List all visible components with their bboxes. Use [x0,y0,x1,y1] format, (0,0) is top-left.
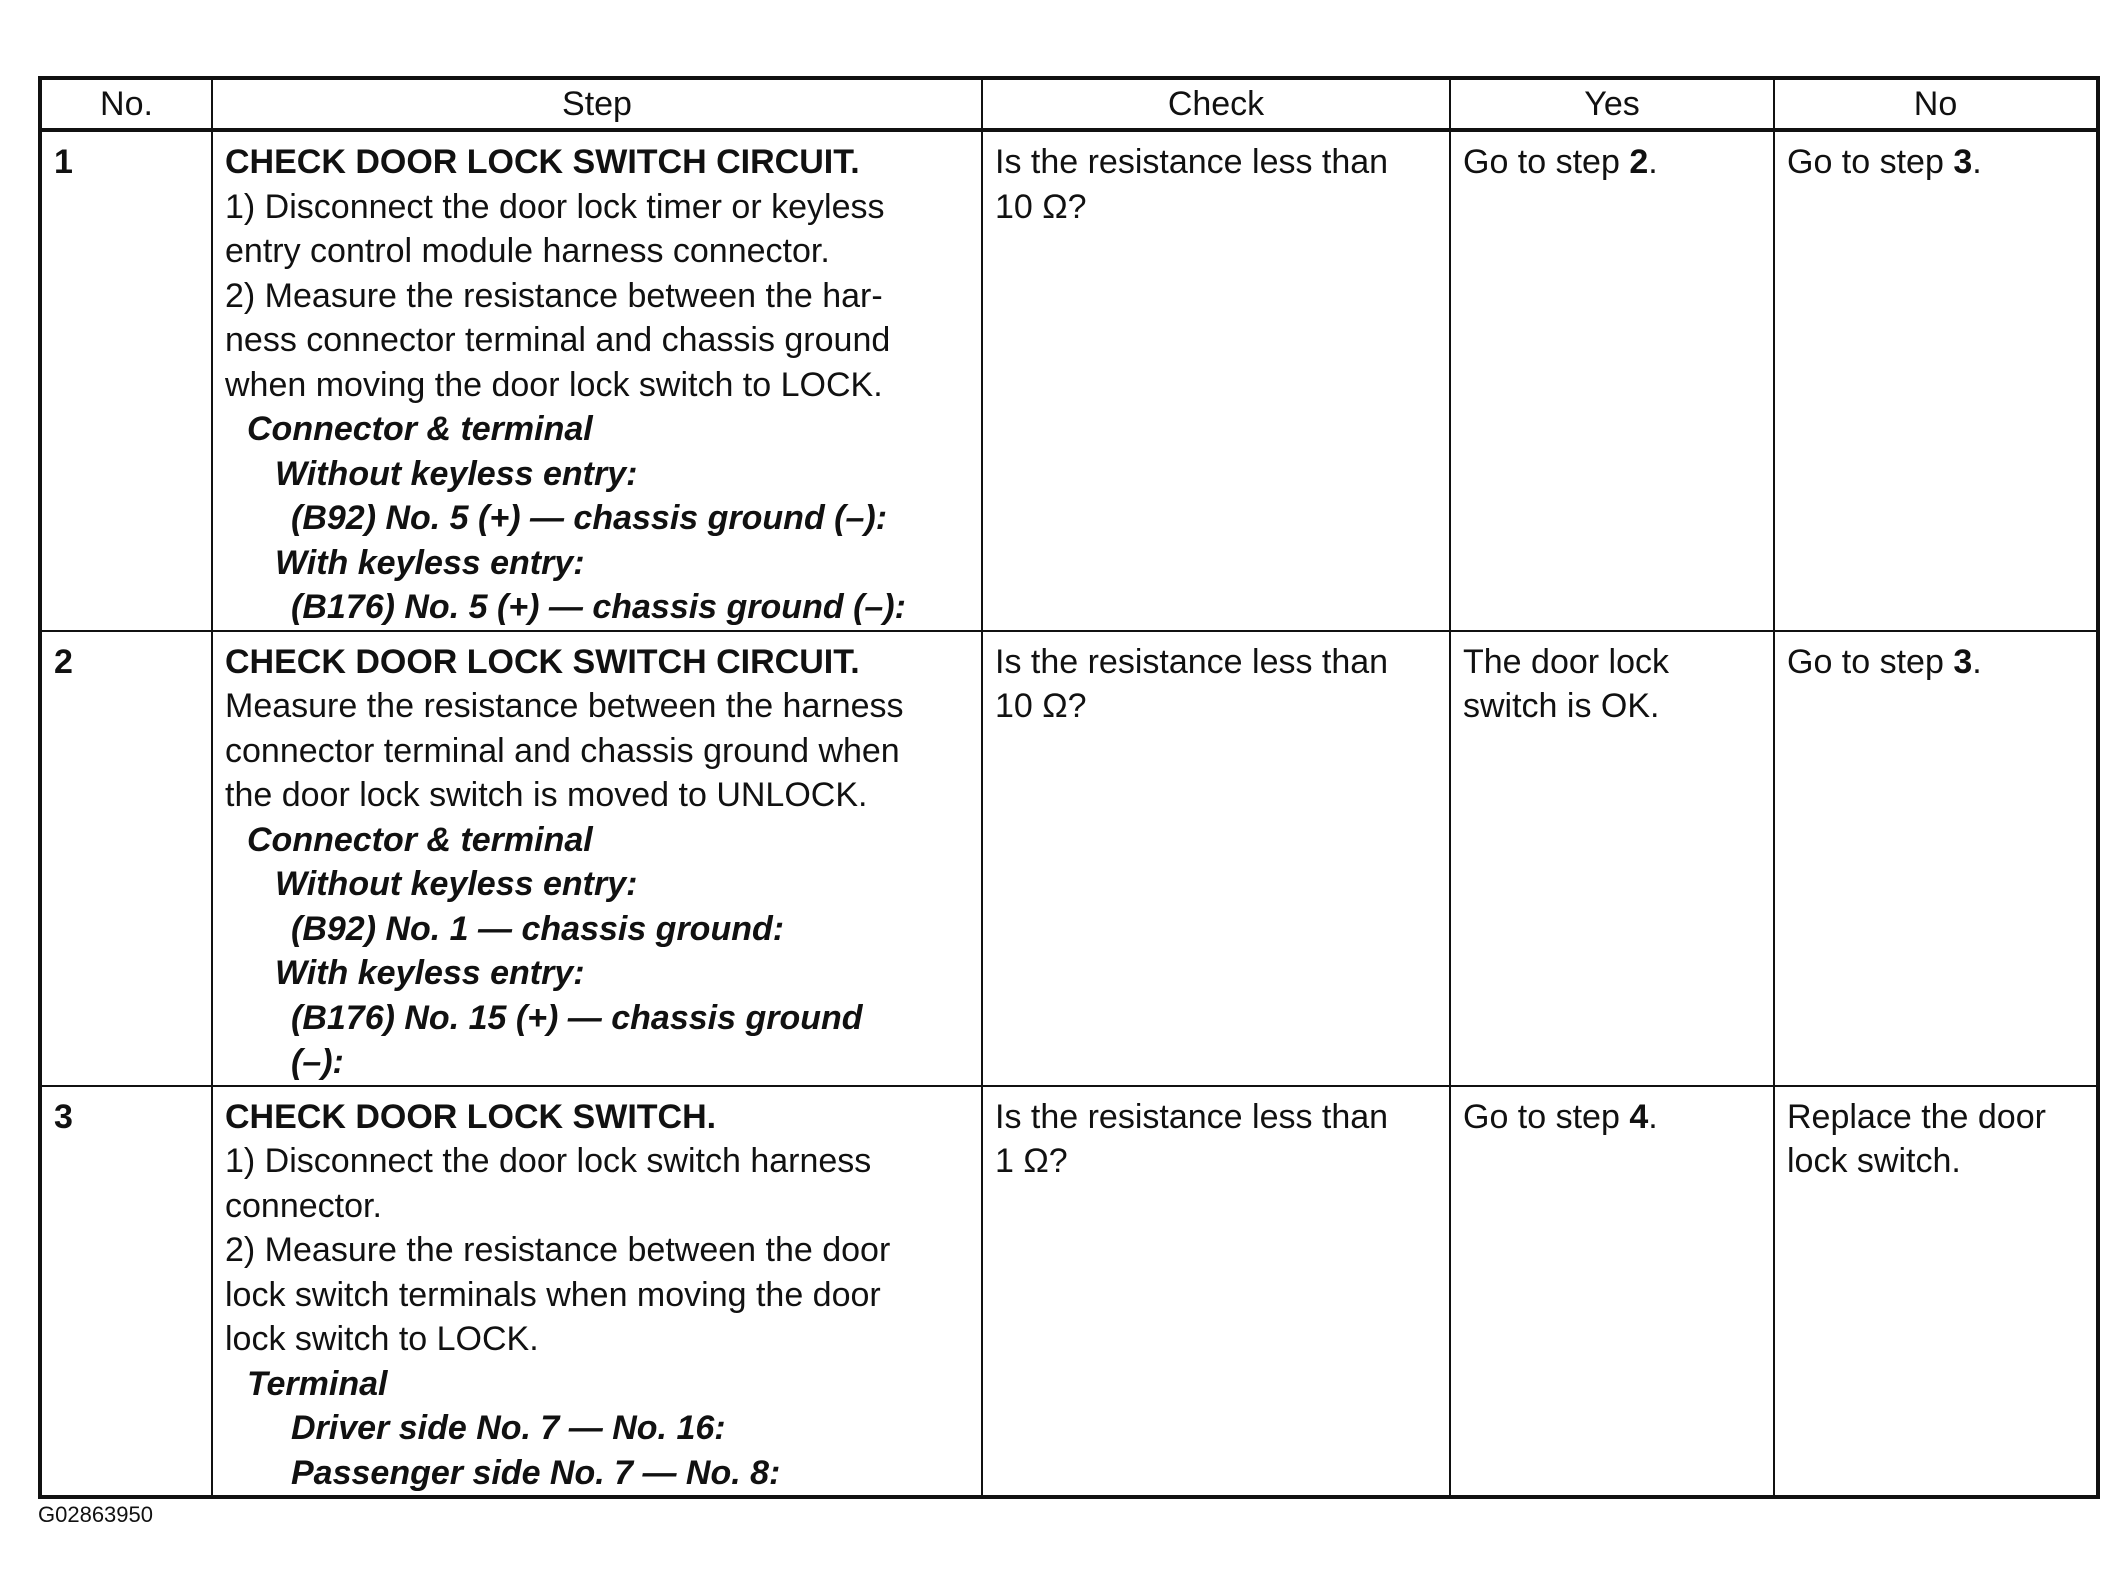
step-number: 1 [40,130,212,631]
step-text: when moving the door lock switch to LOCK. [225,365,883,404]
step-text: connector terminal and chassis ground when [225,731,900,770]
no-cell [1774,631,2098,1086]
no-cell [1774,130,2098,631]
step-cell [212,130,982,631]
no-text: Go to step [1787,642,1954,681]
check-text: Is the resistance less than [995,642,1389,681]
spec-value: (B92) No. 1 — chassis ground: [291,909,785,948]
step-cell [212,1086,982,1498]
yes-text: Go to step [1463,143,1630,181]
yes-text: Go to step [1463,1097,1630,1136]
check-cell [982,1086,1450,1498]
step-number: 3 [40,1086,212,1498]
step-text: 2) Measure the resistance between the har- [225,276,883,315]
spec-label: With keyless entry: [275,543,585,582]
step-text: lock switch to LOCK. [225,1320,539,1358]
step-text: connector. [225,1186,382,1225]
header-check: Check [982,78,1450,130]
spec-value: (B176) No. 5 (+) — chassis ground (–): [291,588,906,626]
step-title: CHECK DOOR LOCK SWITCH. [225,1097,717,1136]
check-cell [982,631,1450,1086]
yes-cell [1450,631,1774,1086]
step-cell [212,631,982,1086]
spec-label: With keyless entry: [275,954,585,992]
step-text: entry control module harness connector. [225,232,830,270]
check-text: 10 Ω? [995,687,1087,725]
no-text: lock switch. [1787,1142,1961,1180]
table-header-row [40,78,2098,130]
step-text: 2) Measure the resistance between the door [225,1231,891,1269]
spec-value: Driver side No. 7 — No. 16: [291,1409,726,1447]
spec-heading: Connector & terminal [247,410,593,448]
step-text: 1) Disconnect the door lock switch harness [225,1142,872,1180]
header-yes: Yes [1450,78,1774,130]
header-no: No. [40,78,212,130]
check-text: Is the resistance less than [995,143,1389,181]
yes-step-number: 2 [1629,143,1649,181]
spec-heading: Terminal [247,1364,388,1403]
spec-value: (B92) No. 5 (+) — chassis ground (–): [291,499,888,537]
yes-text-suffix: . [1648,1097,1658,1136]
step-text: lock switch terminals when moving the door [225,1275,881,1314]
yes-step-number: 4 [1629,1097,1649,1136]
check-text: 1 Ω? [995,1142,1068,1180]
step-text: 1) Disconnect the door lock timer or keyless [225,187,885,226]
spec-heading: Connector & terminal [247,820,593,859]
step-text: Measure the resistance between the harness [225,687,904,725]
yes-text: switch is OK. [1463,687,1660,725]
yes-text: The door lock [1463,642,1669,681]
step-text: the door lock switch is moved to UNLOCK. [225,776,868,814]
no-step-number: 3 [1953,143,1973,181]
spec-value: (B176) No. 15 (+) — chassis ground [291,998,863,1037]
check-text: Is the resistance less than [995,1097,1389,1136]
no-text-suffix: . [1972,143,1982,181]
spec-value: Passenger side No. 7 — No. 8: [291,1453,781,1492]
check-text: 10 Ω? [995,187,1087,226]
spec-label: Without keyless entry: [275,454,638,493]
no-cell [1774,1086,2098,1498]
figure-id: G02863950 [38,1502,153,1527]
no-step-number: 3 [1953,642,1973,681]
table-row [40,631,2098,1086]
spec-label: Without keyless entry: [275,865,638,903]
step-title: CHECK DOOR LOCK SWITCH CIRCUIT. [225,143,860,181]
no-text: Go to step [1787,143,1954,181]
no-text-suffix: . [1972,642,1982,681]
step-number: 2 [40,631,212,1086]
table-row [40,1086,2098,1498]
yes-cell [1450,130,1774,631]
table-row [40,130,2098,631]
yes-cell [1450,1086,1774,1498]
header-step: Step [212,78,982,130]
step-title: CHECK DOOR LOCK SWITCH CIRCUIT. [225,642,860,681]
check-cell [982,130,1450,631]
no-text: Replace the door [1787,1097,2046,1136]
header-no-result: No [1774,78,2098,130]
diagnostic-table [38,76,2100,1499]
yes-text-suffix: . [1648,143,1658,181]
step-text: ness connector terminal and chassis ground [225,321,891,359]
spec-value: (–): [291,1043,344,1081]
